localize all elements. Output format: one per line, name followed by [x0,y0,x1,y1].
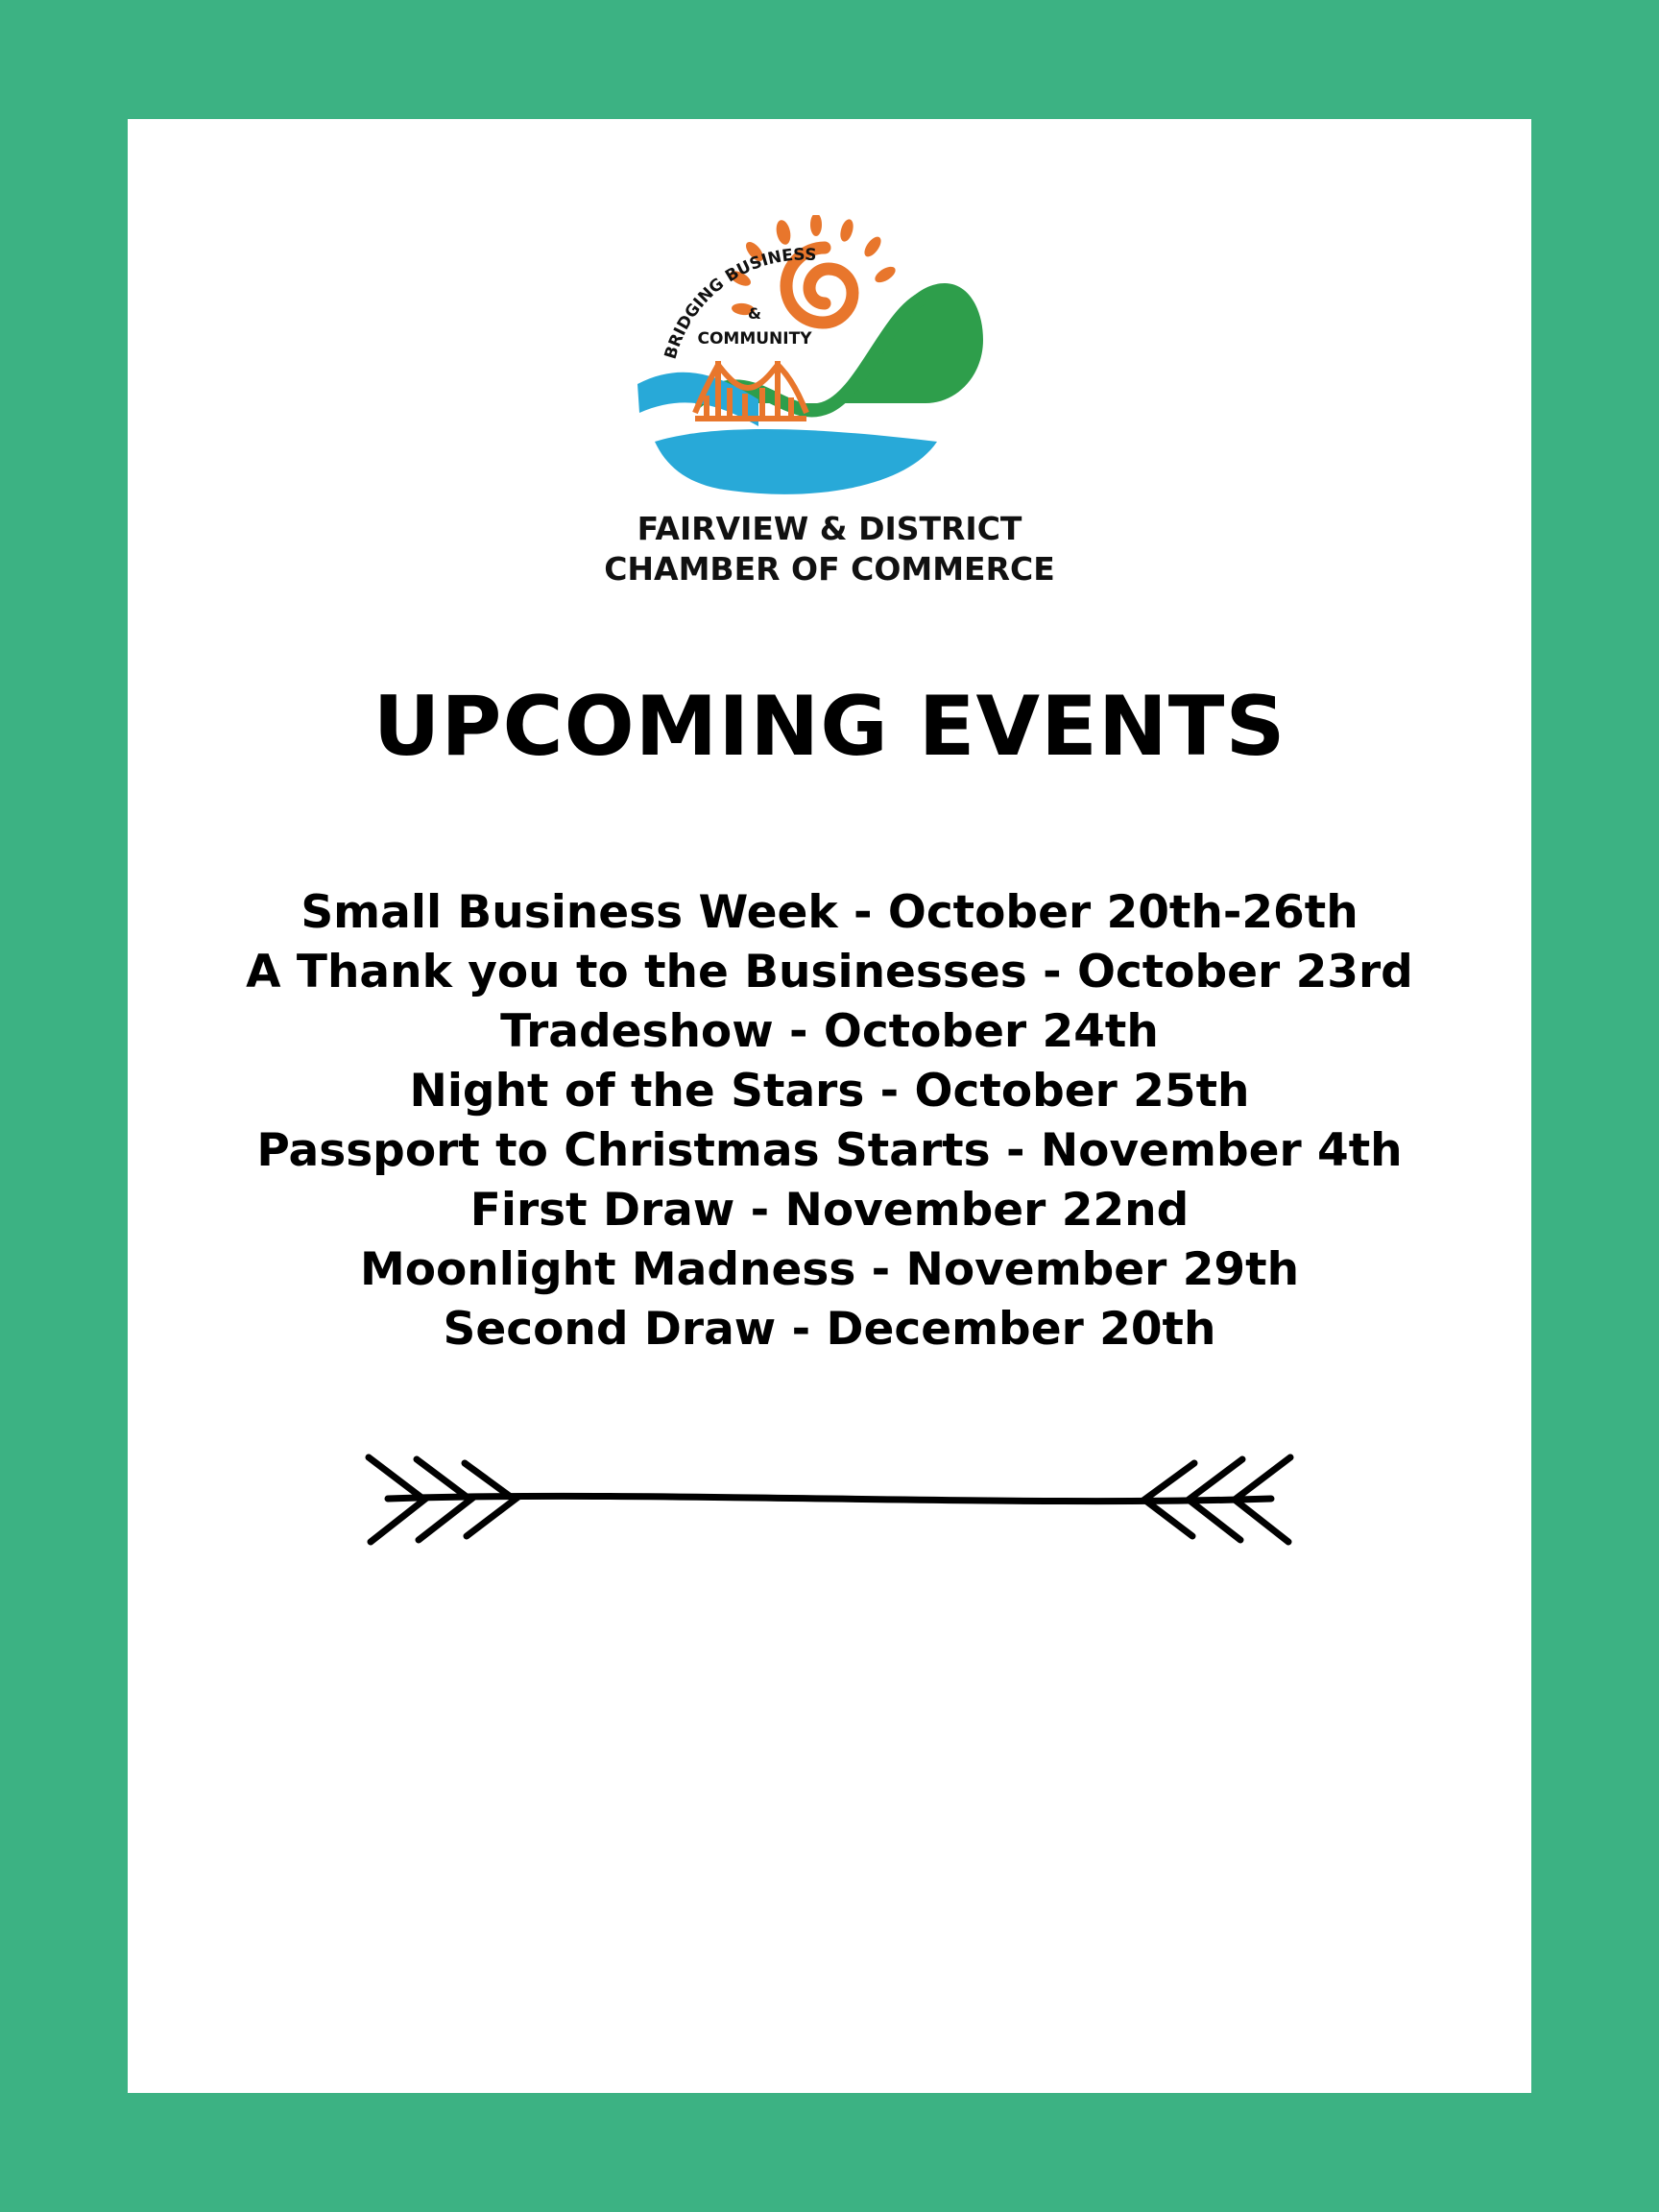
events-list [128,883,1531,1359]
list-item: Tradeshow - October 24th [500,1005,1159,1059]
chamber-logo-graphic [580,215,1079,599]
logo-tagline-line3: COMMUNITY [697,329,812,349]
list-item: Second Draw - December 20th [443,1303,1216,1357]
logo-tagline [661,246,868,365]
list-item: A Thank you to the Businesses - October 23rd [246,946,1413,999]
chamber-logo [580,215,1079,599]
logo-name-line1: FAIRVIEW & DISTRICT [637,510,1022,547]
list-item: First Draw - November 22nd [469,1184,1190,1238]
logo-name-line2: CHAMBER OF COMMERCE [604,550,1055,588]
double-arrow-divider-icon [349,1446,1310,1551]
blue-river-bottom [655,429,937,494]
poster-card [128,119,1531,2093]
logo-tagline-line2: & [748,304,761,323]
list-item: Passport to Christmas Starts - November 4th [256,1124,1403,1178]
list-item: Night of the Stars - October 25th [409,1065,1250,1118]
list-item: Moonlight Madness - November 29th [359,1243,1300,1297]
logo-tagline-line1: BRIDGING BUSINESS [661,245,818,362]
page-title: UPCOMING EVENTS [373,679,1286,775]
list-item: Small Business Week - October 20th-26th [301,886,1358,939]
